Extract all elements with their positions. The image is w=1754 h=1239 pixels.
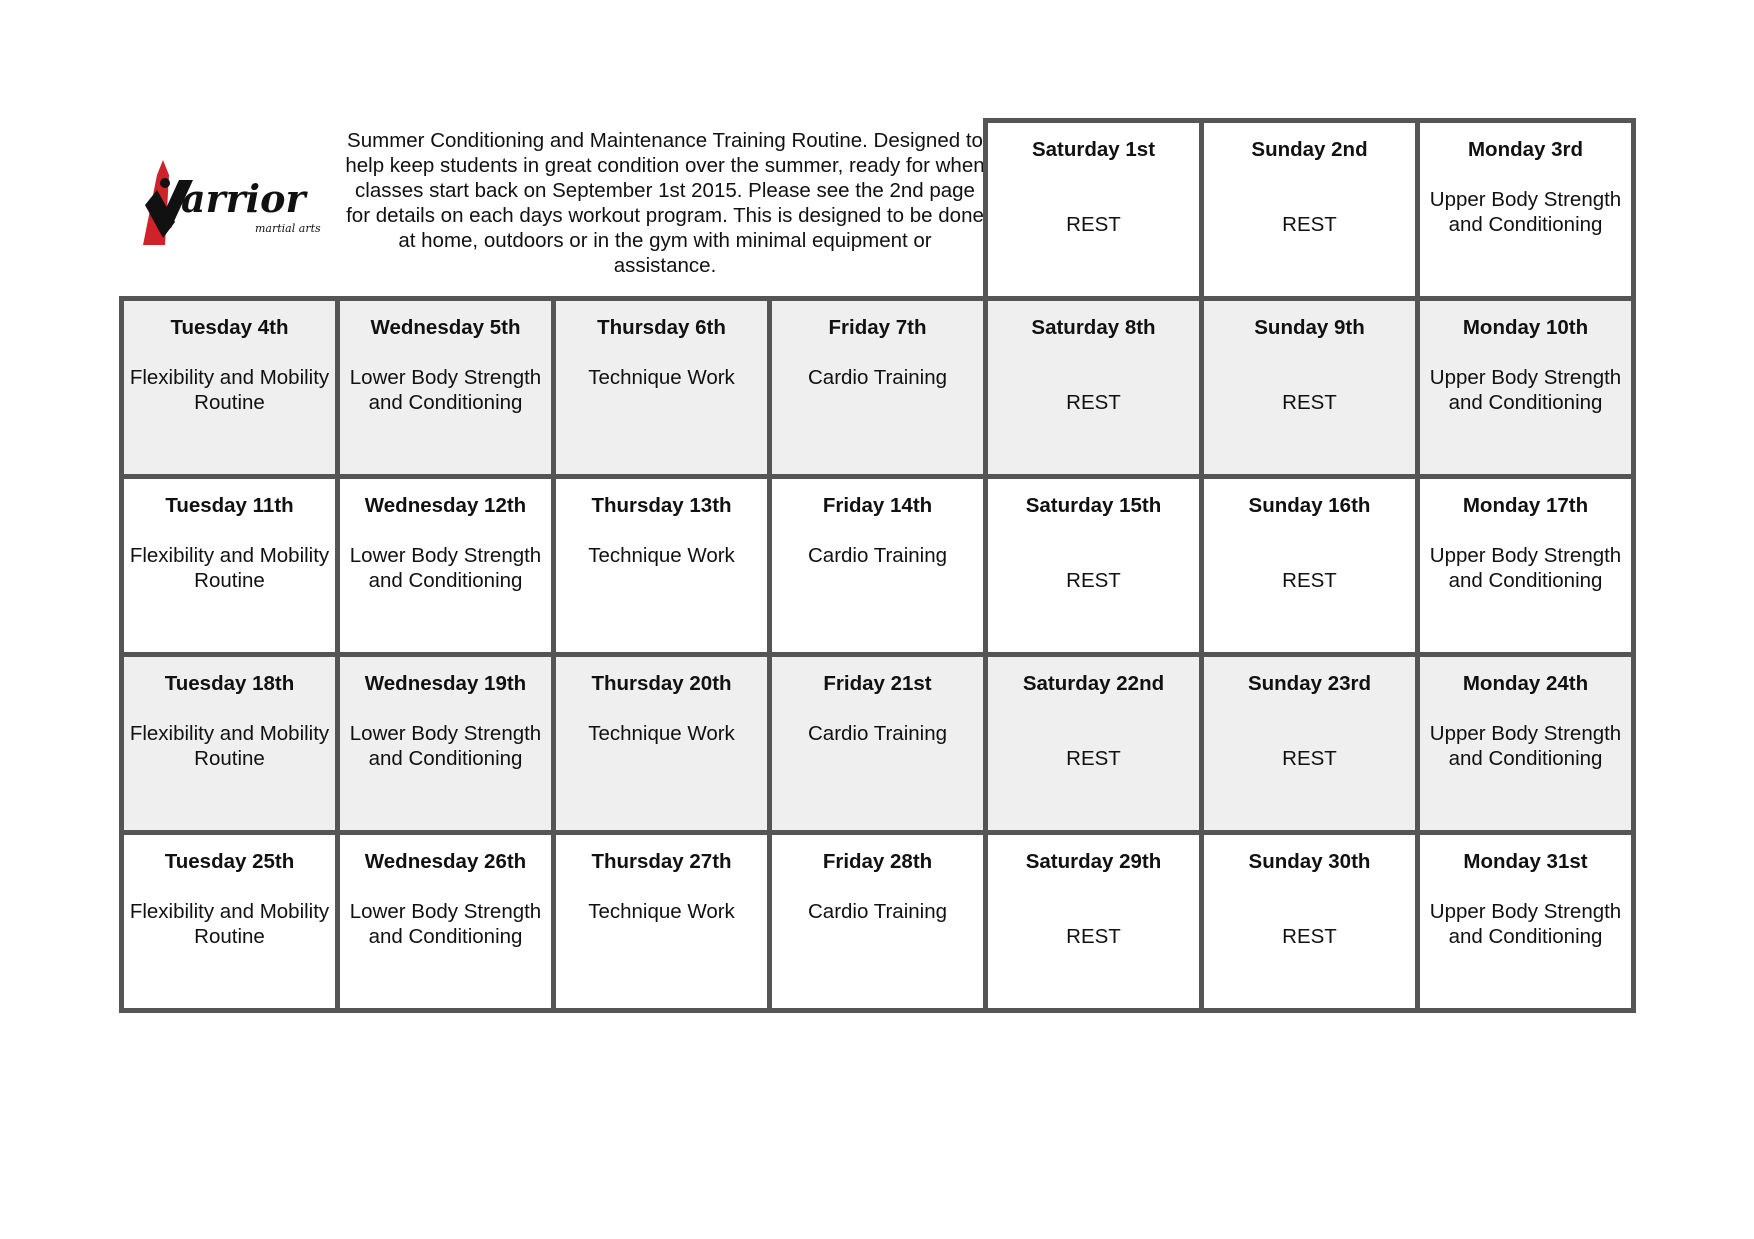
day-cell xyxy=(554,477,770,655)
day-label: Tuesday 4th xyxy=(170,316,289,339)
day-label: Friday 7th xyxy=(828,316,927,339)
activity-label: Technique Work xyxy=(588,900,735,923)
day-label: Friday 28th xyxy=(822,850,933,873)
day-cell xyxy=(338,477,554,655)
day-cell xyxy=(122,833,338,1011)
day-cell xyxy=(986,121,1202,299)
day-label: Saturday 29th xyxy=(1025,850,1162,873)
activity-label: Cardio Training xyxy=(807,722,947,745)
activity-label: Upper Body Strength and Conditioning xyxy=(1429,544,1622,592)
day-cell xyxy=(770,299,986,477)
day-cell xyxy=(554,299,770,477)
day-cell xyxy=(770,833,986,1011)
activity-label: Lower Body Strength and Conditioning xyxy=(349,544,542,592)
day-cell xyxy=(338,655,554,833)
activity-label: REST xyxy=(1066,925,1121,948)
day-cell xyxy=(1202,833,1418,1011)
day-cell xyxy=(338,833,554,1011)
activity-label: Upper Body Strength and Conditioning xyxy=(1429,188,1622,236)
activity-label: Cardio Training xyxy=(807,900,947,923)
day-cell xyxy=(554,833,770,1011)
activity-label: Flexibility and Mobility Routine xyxy=(129,544,330,592)
activity-label: REST xyxy=(1066,747,1121,770)
day-label: Sunday 23rd xyxy=(1247,672,1372,695)
activity-label: REST xyxy=(1282,213,1337,236)
day-cell xyxy=(1418,299,1634,477)
activity-label: Lower Body Strength and Conditioning xyxy=(349,366,542,414)
day-label: Thursday 6th xyxy=(597,316,726,339)
activity-label: REST xyxy=(1282,747,1337,770)
activity-label: Upper Body Strength and Conditioning xyxy=(1429,722,1622,770)
svg-text:martial arts: martial arts xyxy=(255,222,321,235)
activity-label: REST xyxy=(1066,569,1121,592)
training-calendar xyxy=(119,118,1636,1013)
day-cell xyxy=(986,833,1202,1011)
calendar-row xyxy=(122,655,1634,833)
day-cell xyxy=(554,655,770,833)
activity-label: Upper Body Strength and Conditioning xyxy=(1429,900,1622,948)
day-cell xyxy=(122,655,338,833)
day-cell xyxy=(1418,121,1634,299)
activity-label: Flexibility and Mobility Routine xyxy=(129,366,330,414)
day-label: Sunday 30th xyxy=(1248,850,1371,873)
calendar-row xyxy=(122,121,1634,299)
day-label: Wednesday 5th xyxy=(370,316,521,339)
day-label: Wednesday 12th xyxy=(364,494,527,517)
activity-label: Lower Body Strength and Conditioning xyxy=(349,900,542,948)
day-cell xyxy=(986,655,1202,833)
day-cell xyxy=(338,299,554,477)
day-cell xyxy=(122,477,338,655)
activity-label: Cardio Training xyxy=(807,366,947,389)
day-label: Saturday 22nd xyxy=(1022,672,1165,695)
day-cell xyxy=(770,655,986,833)
day-label: Tuesday 25th xyxy=(164,850,295,873)
activity-label: Technique Work xyxy=(588,722,735,745)
day-cell xyxy=(986,477,1202,655)
day-label: Monday 3rd xyxy=(1467,138,1584,161)
activity-label: REST xyxy=(1066,213,1121,236)
day-label: Thursday 27th xyxy=(591,850,732,873)
day-cell xyxy=(1418,655,1634,833)
day-cell xyxy=(770,477,986,655)
day-label: Monday 10th xyxy=(1462,316,1589,339)
activity-label: Cardio Training xyxy=(807,544,947,567)
day-label: Thursday 20th xyxy=(591,672,732,695)
activity-label: Technique Work xyxy=(588,544,735,567)
activity-label: Technique Work xyxy=(588,366,735,389)
day-label: Monday 24th xyxy=(1462,672,1589,695)
day-label: Saturday 8th xyxy=(1031,316,1156,339)
activity-label: REST xyxy=(1282,925,1337,948)
activity-label: Flexibility and Mobility Routine xyxy=(129,722,330,770)
calendar-row xyxy=(122,299,1634,477)
activity-label: REST xyxy=(1282,391,1337,414)
day-label: Tuesday 11th xyxy=(165,494,294,517)
day-label: Monday 31st xyxy=(1463,850,1588,873)
intro-description: Summer Conditioning and Maintenance Training Routine. Designed to help keep students in great condition over the summer, ready for when classes start back on September 1st 2015. Please see the 2nd page for details on each days workout program. This is designed to be done at home, outdoors or in the gym with minimal equipment or assistance. xyxy=(345,129,985,277)
calendar-row xyxy=(122,477,1634,655)
day-cell xyxy=(122,299,338,477)
activity-label: Lower Body Strength and Conditioning xyxy=(349,722,542,770)
day-label: Saturday 1st xyxy=(1031,138,1156,161)
day-label: Sunday 16th xyxy=(1248,494,1371,517)
day-label: Saturday 15th xyxy=(1025,494,1162,517)
activity-label: Flexibility and Mobility Routine xyxy=(129,900,330,948)
day-cell xyxy=(1202,477,1418,655)
day-label: Friday 14th xyxy=(822,494,933,517)
day-cell xyxy=(1202,655,1418,833)
day-label: Friday 21st xyxy=(823,672,932,695)
day-label: Tuesday 18th xyxy=(164,672,295,695)
day-cell xyxy=(1418,477,1634,655)
day-label: Monday 17th xyxy=(1462,494,1589,517)
activity-label: Upper Body Strength and Conditioning xyxy=(1429,366,1622,414)
day-cell xyxy=(1202,121,1418,299)
day-cell xyxy=(986,299,1202,477)
day-label: Sunday 2nd xyxy=(1251,138,1368,161)
activity-label: REST xyxy=(1282,569,1337,592)
day-label: Thursday 13th xyxy=(591,494,732,517)
day-cell xyxy=(1418,833,1634,1011)
day-label: Sunday 9th xyxy=(1254,316,1365,339)
day-cell xyxy=(1202,299,1418,477)
day-label: Wednesday 19th xyxy=(364,672,527,695)
svg-text:arrior: arrior xyxy=(181,176,306,221)
activity-label: REST xyxy=(1066,391,1121,414)
calendar-row xyxy=(122,833,1634,1011)
day-label: Wednesday 26th xyxy=(364,850,527,873)
